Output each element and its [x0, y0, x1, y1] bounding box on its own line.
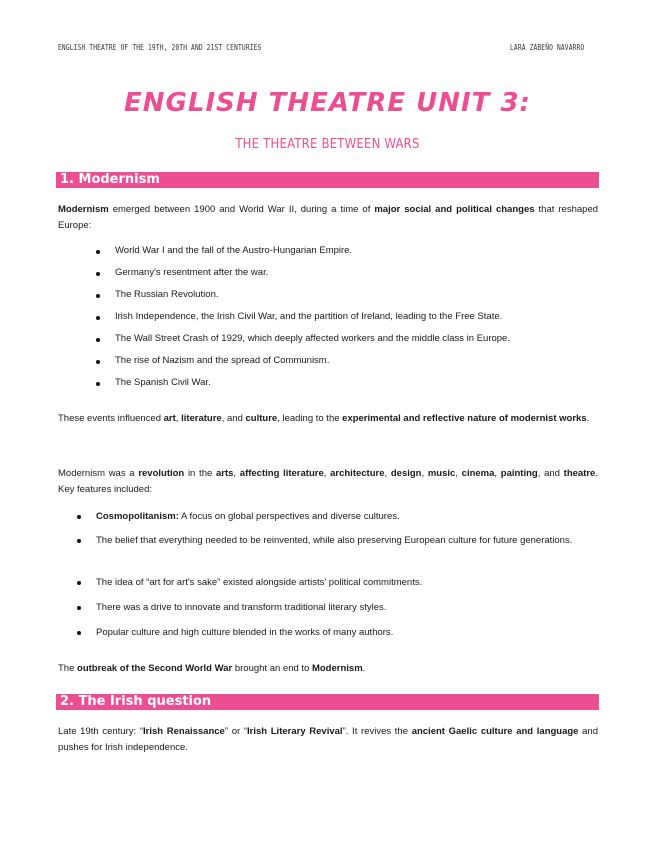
text-span: The	[58, 663, 78, 674]
text-span: ,	[175, 413, 182, 424]
irish-paragraph	[58, 724, 598, 756]
section-heading-modernism: 1. Modernism	[56, 172, 599, 188]
text-span: cinema	[461, 468, 495, 479]
text-span: arts	[215, 468, 234, 479]
list-item: Popular culture and high culture blended in the works of many authors.	[96, 625, 598, 641]
revolution-paragraph	[58, 466, 598, 498]
text-span: ” or “	[224, 726, 247, 737]
text-span: affecting literature	[239, 468, 324, 479]
text-span: theatre	[563, 468, 596, 479]
list-item: Irish Independence, the Irish Civil War, and the partition of Ireland, leading to the Free State.	[115, 311, 503, 322]
text-span: , and	[221, 413, 246, 424]
text-span: ,	[233, 468, 240, 479]
text-span: that reshaped Europe:	[58, 204, 599, 231]
list-item: The rise of Nazism and the spread of Communism.	[115, 355, 330, 366]
list-item: The Spanish Civil War.	[115, 377, 211, 388]
text-span: Irish Literary Revival	[247, 726, 343, 737]
running-header-left: ENGLISH THEATRE OF THE 19TH, 20TH AND 21ST CENTURIES	[58, 43, 262, 52]
text-span: ,	[421, 468, 428, 479]
list-item: There was a drive to innovate and transform traditional literary styles.	[96, 600, 598, 616]
text-span: Cosmopolitanism:	[96, 511, 179, 522]
text-span: in the	[184, 468, 216, 479]
text-span: A focus on global perspectives and diverse cultures.	[178, 511, 400, 522]
text-span: and pushes for Irish independence.	[58, 726, 599, 753]
running-header-right: LARA ZABEÑO NAVARRO	[510, 43, 585, 52]
text-span: .	[586, 413, 590, 424]
text-span: ,	[384, 468, 391, 479]
text-span: culture	[245, 413, 278, 424]
text-span: art	[163, 413, 176, 424]
text-span: emerged between 1900 and World War II, during a time of	[108, 204, 375, 215]
list-item: The idea of “art for art's sake” existed alongside artists' political commitments.	[96, 575, 598, 591]
list-item: Germany's resentment after the war.	[115, 267, 269, 278]
influence-paragraph	[58, 411, 598, 427]
text-span: , and	[537, 468, 564, 479]
text-span: outbreak of the Second World War	[77, 663, 233, 674]
text-span: painting	[500, 468, 538, 479]
text-span: Modernism	[58, 204, 109, 215]
text-span: . Key features included:	[58, 468, 598, 495]
text-span: experimental and reflective nature of modernist works	[342, 413, 587, 424]
text-span: Modernism was a	[58, 468, 139, 479]
section-heading-irish-question: 2. The Irish question	[56, 694, 599, 710]
text-span: ,	[323, 468, 331, 479]
page-subtitle: THE THEATRE BETWEEN WARS	[235, 137, 420, 152]
text-span: ,	[494, 468, 501, 479]
text-span: .	[362, 663, 366, 674]
list-item	[96, 509, 598, 525]
text-span: ”. It revives the	[342, 726, 412, 737]
text-span: major social and political changes	[374, 204, 535, 215]
text-span: Late 19th century: “	[58, 726, 143, 737]
text-span: ,	[455, 468, 462, 479]
text-span: architecture	[330, 468, 385, 479]
text-span: These events influenced	[58, 413, 164, 424]
text-span: brought an end to	[232, 663, 312, 674]
list-item: The belief that everything needed to be reinvented, while also preserving European culture for future generations.	[96, 533, 598, 549]
ending-paragraph	[58, 661, 598, 677]
text-span: music	[427, 468, 456, 479]
text-span: , leading to the	[277, 413, 343, 424]
page-title: ENGLISH THEATRE UNIT 3:	[124, 88, 531, 118]
text-span: Modernism	[311, 663, 363, 674]
text-span: literature	[181, 413, 222, 424]
text-span: Irish Renaissance	[143, 726, 225, 737]
text-span: design	[390, 468, 422, 479]
list-item: The Russian Revolution.	[115, 289, 219, 300]
text-span: revolution	[138, 468, 185, 479]
list-item: The Wall Street Crash of 1929, which deeply affected workers and the middle class in Europe.	[115, 333, 510, 344]
modernism-intro-paragraph	[58, 202, 598, 234]
list-item: World War I and the fall of the Austro-Hungarian Empire.	[115, 245, 353, 256]
text-span: ancient Gaelic culture and language	[411, 726, 579, 737]
